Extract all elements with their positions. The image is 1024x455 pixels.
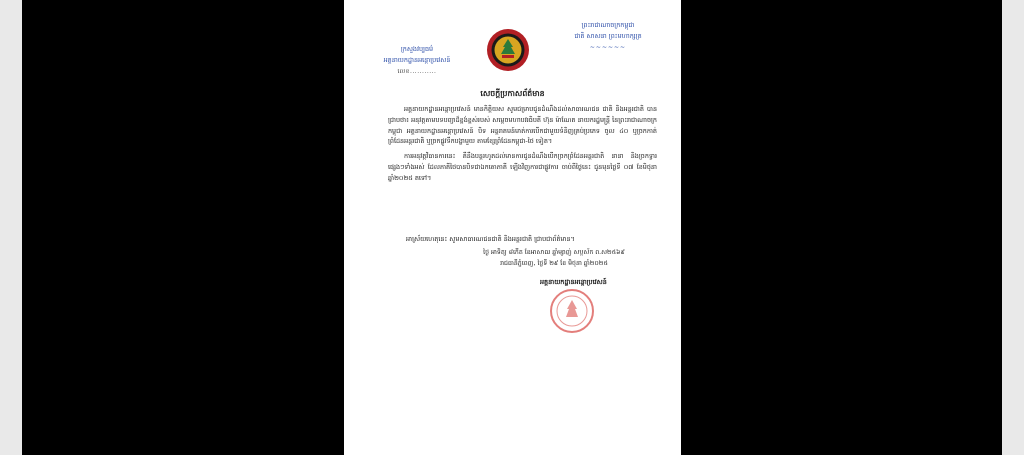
closing-line: អាស្រ័យហេតុនេះ សូមសាធារណជនជាតិ និងអន្តរជាតិ ជ្រាបជាព័ត៌មាន។ <box>406 235 575 243</box>
document-number: លេខ........... <box>397 68 437 75</box>
national-motto: ជាតិ សាសនា ព្រះមហាក្សត្រ <box>574 32 642 40</box>
solar-date: រាជធានីភ្នំពេញ, ថ្ងៃទី ២៩ ខែ មិថុនា ឆ្នាំ២០២៥ <box>500 259 608 267</box>
body-paragraph: អគ្គនាយកដ្ឋានអន្តោប្រវេសន៍ មានកិត្តិយស សូមជម្រាបជូនដំណឹងដល់សាធារណជន ជាតិ និងអន្តរជាតិ បានជ្រាបថា៖ អនុវត្តតាមបទបញ្ជាដ៏ខ្ពង់ខ្ពស់របស់ សម្តេចមហាបវរធិបតី ហ៊ុន ម៉ាណែត នាយករដ្ឋមន្ត្រី នៃព្រះរាជាណាចក្រកម្ពុជា អគ្គនាយកដ្ឋានអន្តោប្រវេសន៍ បិទ អន្តរាគមន៍មាត់ការបើកជាមួយទំនិញគ្រប់ប្រភេទ ចូល ៤០ ឬច្រកកាត់ព្រំដែនអន្តរជាតិ ឬច្រកផ្លូវទឹកបង្ហាមួយ តាមខ្សែព្រំដែនកម្ពុជា-ថៃ ទៀត។ <box>388 105 657 146</box>
ministry-name: ក្រសួងវប្បធម៌ <box>400 45 434 53</box>
lunar-date: ថ្ងៃ អាទិត្យ ៨កើត ខែអាសាឍ ឆ្នាំម្សាញ់ សប្តស័ក ព.ស២៥៦៩ <box>483 249 625 256</box>
date-block <box>449 248 659 269</box>
official-seal-icon <box>549 288 595 334</box>
header-right <box>553 20 663 53</box>
department-logo-icon <box>486 28 530 72</box>
body-paragraph: ការអនុវត្តវិធានការនេះ គឺនឹងបន្តរហូតដល់មានការជូនដំណឹងបើកច្រកព្រំដែនអន្តរជាតិ នានា និងច្រកទ្វារផ្សេងៗទាំងអស់ ដែលភាគីថៃបានបិទជាឯកតោភាគី ឡើងវិញការជាផ្លូវការ ចាប់ពីថ្ងៃនេះ ជូនមុនថ្ងៃទី ០៧ ខែមិថុនា ឆ្នាំ២០២៥ តទៅ។ <box>388 152 657 182</box>
document-title: សេចក្តីប្រកាសព័ត៌មាន <box>480 89 545 98</box>
department-name: អគ្គនាយកដ្ឋានអន្តោប្រវេសន៍ <box>383 56 451 64</box>
signer-title: អគ្គនាយកដ្ឋានអន្តោប្រវេសន៍ <box>540 278 607 286</box>
header-ornament: ~~~~~~ <box>589 44 627 51</box>
document-page <box>344 0 681 455</box>
kingdom-name: ព្រះរាជាណាចក្រកម្ពុជា <box>581 21 635 29</box>
header-left <box>362 44 472 77</box>
document-body <box>388 104 657 188</box>
